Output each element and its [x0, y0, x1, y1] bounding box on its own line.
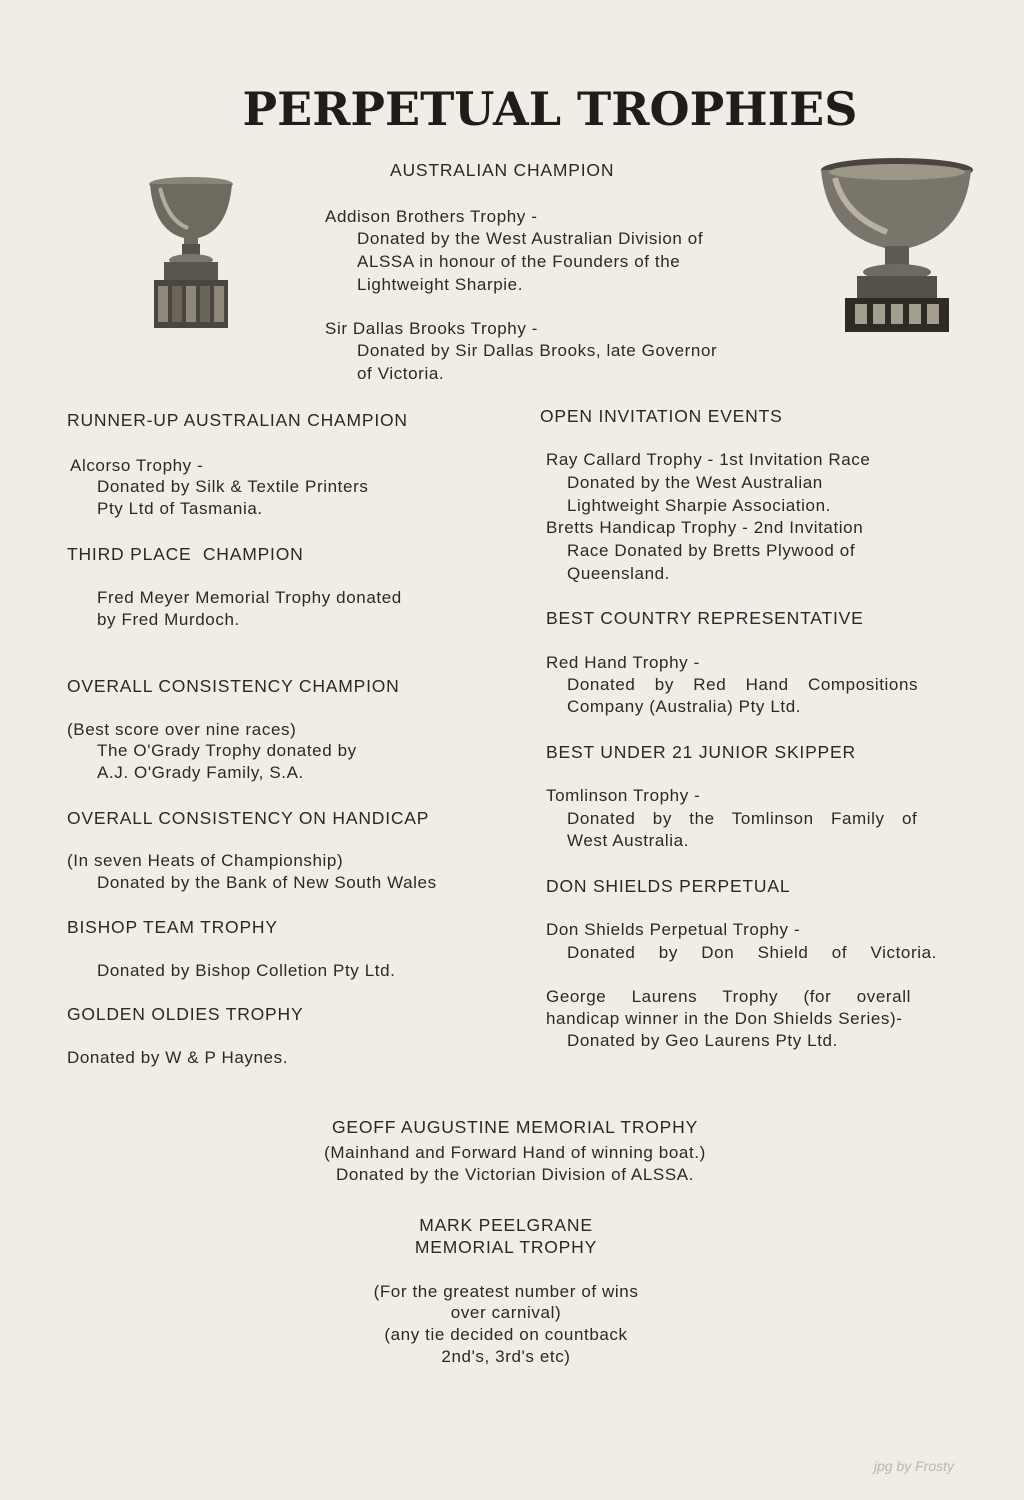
mark-peelgrane-heading-1: MARK PEELGRANE — [419, 1215, 593, 1235]
don-line-1: Don Shields Perpetual Trophy - — [546, 920, 801, 939]
third-place-line-1: Fred Meyer Memorial Trophy donated — [97, 588, 402, 607]
page-title: PERPETUAL TROPHIES — [242, 82, 858, 136]
geoff-line-2: Donated by the Victorian Division of ALSSA. — [335, 1165, 695, 1184]
trophy-bowl-right-icon — [815, 156, 975, 338]
consistency-line-2: The O'Grady Trophy donated by — [97, 741, 357, 760]
open-line-4: Bretts Handicap Trophy - 2nd Invitation — [546, 518, 864, 537]
addison-trophy-line-2: Donated by the West Australian Division of — [357, 229, 704, 248]
junior-line-2: Donated by the Tomlinson Family of — [567, 809, 918, 828]
addison-trophy-line-4: Lightweight Sharpie. — [357, 275, 524, 294]
country-line-3: Company (Australia) Pty Ltd. — [567, 697, 802, 716]
mark-line-4: 2nd's, 3rd's etc) — [441, 1347, 571, 1366]
consistency-handicap-heading: OVERALL CONSISTENCY ON HANDICAP — [67, 808, 430, 828]
runner-up-line-2: Donated by Silk & Textile Printers — [97, 477, 369, 496]
geoff-line-1: (Mainhand and Forward Hand of winning boat.) — [324, 1143, 706, 1162]
runner-up-heading: RUNNER-UP AUSTRALIAN CHAMPION — [67, 410, 408, 430]
open-line-5: Race Donated by Bretts Plywood of — [567, 541, 856, 560]
mark-line-2: over carnival) — [450, 1303, 562, 1322]
best-country-heading: BEST COUNTRY REPRESENTATIVE — [546, 608, 864, 628]
trophy-cup-left-icon — [148, 176, 234, 332]
handicap-line-1: (In seven Heats of Championship) — [67, 851, 344, 870]
image-credit: jpg by Frosty — [873, 1458, 954, 1474]
bishop-team-heading: BISHOP TEAM TROPHY — [67, 917, 278, 937]
third-place-heading: THIRD PLACE CHAMPION — [67, 544, 304, 564]
golden-oldies-heading: GOLDEN OLDIES TROPHY — [67, 1004, 304, 1024]
george-line-2: handicap winner in the Don Shields Series)- — [546, 1009, 903, 1028]
country-line-1: Red Hand Trophy - — [546, 653, 700, 672]
mark-line-3: (any tie decided on countback — [384, 1325, 628, 1344]
mark-line-1: (For the greatest number of wins — [373, 1282, 639, 1301]
george-line-3: Donated by Geo Laurens Pty Ltd. — [567, 1031, 838, 1050]
open-line-6: Queensland. — [567, 564, 671, 583]
golden-line-1: Donated by W & P Haynes. — [67, 1048, 289, 1067]
runner-up-line-1: Alcorso Trophy - — [70, 456, 204, 475]
dallas-trophy-line-1: Sir Dallas Brooks Trophy - — [325, 319, 539, 338]
junior-line-3: West Australia. — [567, 831, 690, 850]
junior-skipper-heading: BEST UNDER 21 JUNIOR SKIPPER — [546, 742, 856, 762]
third-place-line-2: by Fred Murdoch. — [97, 610, 240, 629]
addison-trophy-line-3: ALSSA in honour of the Founders of the — [357, 252, 681, 271]
dallas-trophy-line-2: Donated by Sir Dallas Brooks, late Governor — [357, 341, 718, 360]
don-line-2: Donated by Don Shield of Victoria. — [567, 943, 937, 962]
runner-up-line-3: Pty Ltd of Tasmania. — [97, 499, 263, 518]
australian-champion-heading: AUSTRALIAN CHAMPION — [390, 160, 615, 180]
handicap-line-2: Donated by the Bank of New South Wales — [97, 873, 437, 892]
addison-trophy-line-1: Addison Brothers Trophy - — [325, 207, 538, 226]
mark-peelgrane-heading-2: MEMORIAL TROPHY — [414, 1237, 598, 1257]
consistency-line-3: A.J. O'Grady Family, S.A. — [97, 763, 304, 782]
open-line-1: Ray Callard Trophy - 1st Invitation Race — [546, 450, 871, 469]
geoff-augustine-heading: GEOFF AUGUSTINE MEMORIAL TROPHY — [331, 1117, 699, 1137]
don-shields-heading: DON SHIELDS PERPETUAL — [546, 876, 791, 896]
open-invitation-heading: OPEN INVITATION EVENTS — [540, 406, 783, 426]
consistency-line-1: (Best score over nine races) — [67, 720, 297, 739]
george-line-1: George Laurens Trophy (for overall — [546, 987, 911, 1006]
open-line-3: Lightweight Sharpie Association. — [567, 496, 831, 515]
open-line-2: Donated by the West Australian — [567, 473, 823, 492]
dallas-trophy-line-3: of Victoria. — [357, 364, 445, 383]
junior-line-1: Tomlinson Trophy - — [546, 786, 701, 805]
bishop-line-1: Donated by Bishop Colletion Pty Ltd. — [97, 961, 396, 980]
country-line-2: Donated by Red Hand Compositions — [567, 675, 919, 694]
consistency-champion-heading: OVERALL CONSISTENCY CHAMPION — [67, 676, 400, 696]
